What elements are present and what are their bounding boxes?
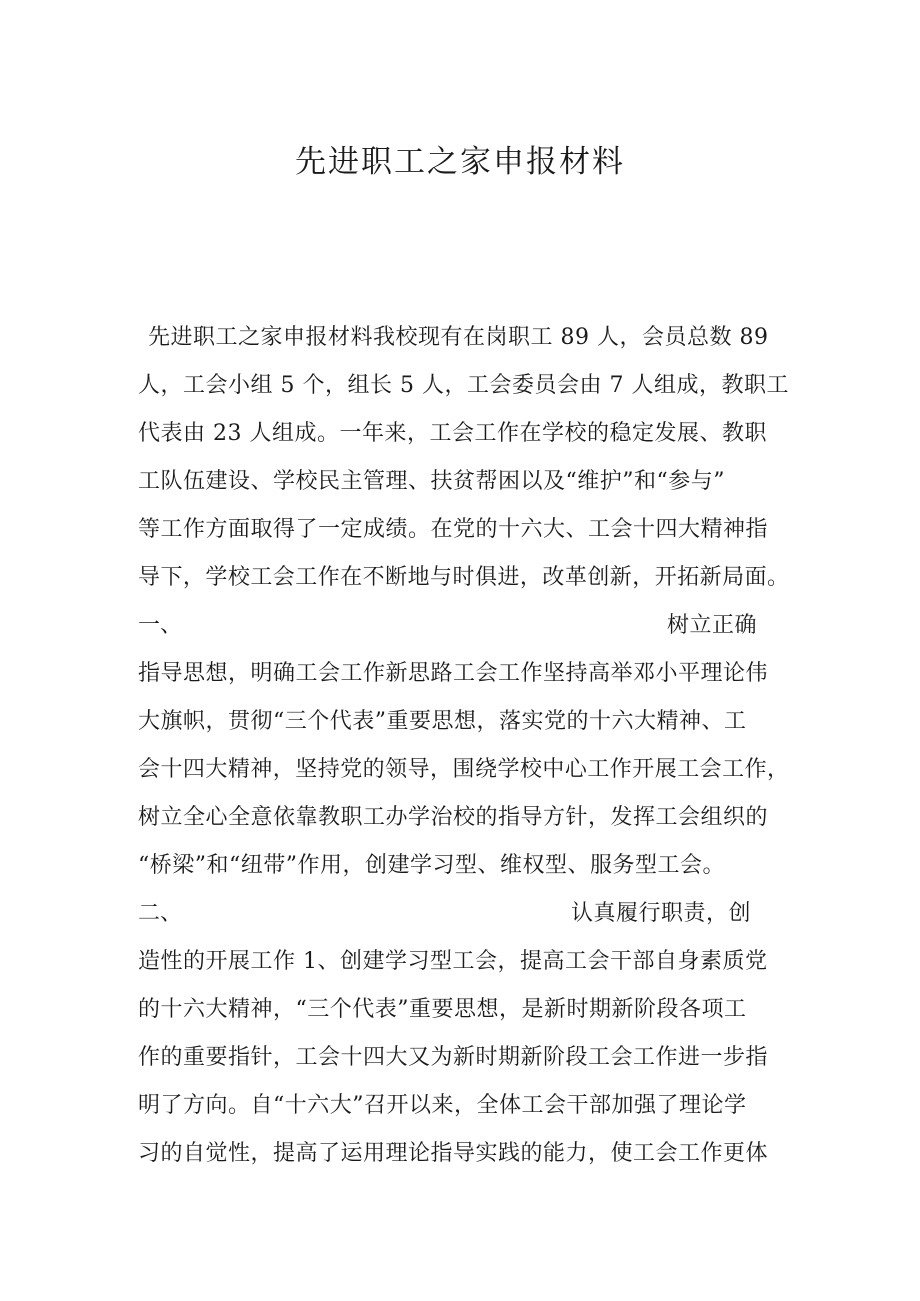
- paragraph-line: “桥梁”和“纽带”作用，创建学习型、维权型、服务型工会。: [138, 853, 725, 878]
- paragraph-line: 作的重要指针，工会十四大又为新时期新阶段工会工作进一步指: [138, 1045, 769, 1070]
- section-number: 一、: [138, 613, 183, 638]
- section-heading: 认真履行职责，创: [571, 901, 752, 926]
- paragraph-line: 大旗帜，贯彻“三个代表”重要思想，落实党的十六大精神、工: [138, 709, 747, 734]
- paragraph-line: 习的自觉性，提高了运用理论指导实践的能力，使工会工作更体: [138, 1141, 769, 1166]
- section-number: 二、: [138, 901, 183, 926]
- paragraph-line: 造性的开展工作 1、创建学习型工会，提高工会干部自身素质党: [138, 949, 768, 974]
- paragraph-line: 先进职工之家申报材料我校现有在岗职工 89 人，会员总数 89: [148, 325, 769, 350]
- paragraph-line: 代表由 23 人组成。一年来，工会工作在学校的稳定发展、教职: [138, 421, 767, 446]
- paragraph-line: 人，工会小组 5 个，组长 5 人，工会委员会由 7 人组成，教职工: [138, 373, 789, 398]
- paragraph-line: 的十六大精神，“三个代表”重要思想，是新时期新阶段各项工: [138, 997, 747, 1022]
- paragraph-line: 导下，学校工会工作在不断地与时俱进，改革创新，开拓新局面。: [138, 565, 790, 590]
- paragraph-line: 树立全心全意依靠教职工办学治校的指导方针，发挥工会组织的: [138, 805, 769, 830]
- paragraph-line: 等工作方面取得了一定成绩。在党的十六大、工会十四大精神指: [138, 517, 769, 542]
- section-heading: 树立正确: [667, 613, 758, 638]
- paragraph-line: 明了方向。自“十六大”召开以来，全体工会干部加强了理论学: [138, 1093, 747, 1118]
- paragraph-line: 会十四大精神，坚持党的领导，围绕学校中心工作开展工会工作，: [138, 757, 790, 782]
- paragraph-line: 指导思想，明确工会工作新思路工会工作坚持高举邓小平理论伟: [138, 661, 769, 686]
- paragraph-line: 工队伍建设、学校民主管理、扶贫帮困以及“维护”和“参与”: [138, 469, 725, 494]
- document-title: 先进职工之家申报材料: [295, 144, 625, 180]
